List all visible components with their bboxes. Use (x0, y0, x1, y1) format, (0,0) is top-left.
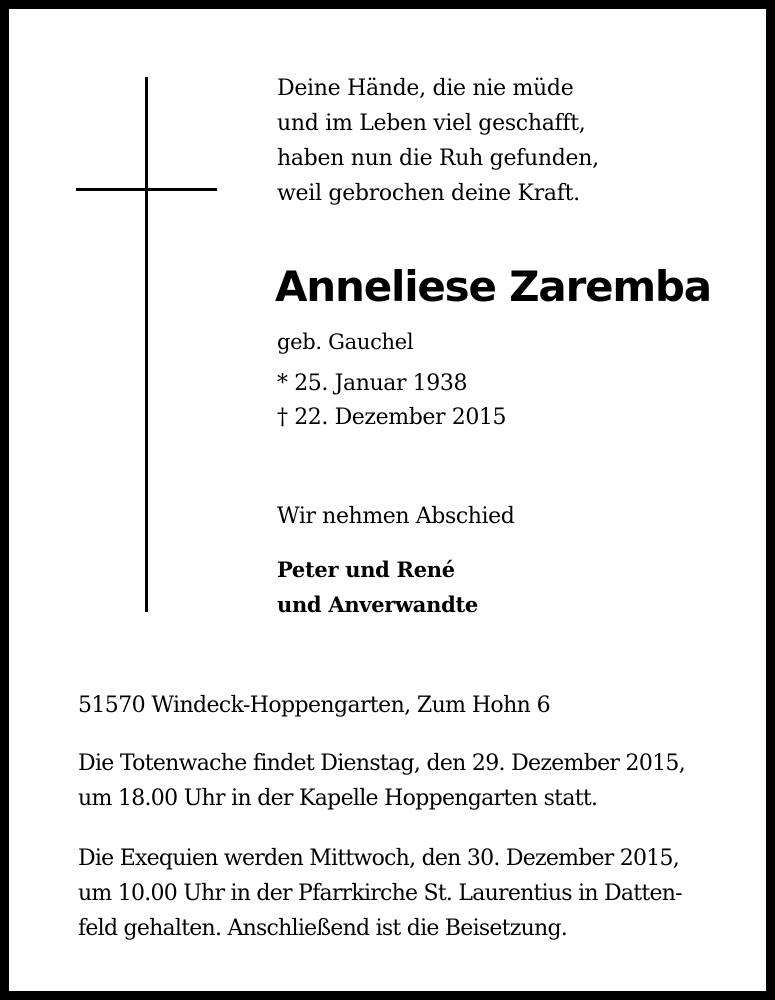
exequies-line: Die Exequien werden Mittwoch, den 30. Dezember 2015, (78, 846, 680, 871)
exequies-announcement (78, 841, 682, 946)
memorial-poem (277, 71, 599, 211)
wake-line: Die Totenwache findet Dienstag, den 29. Dezember 2015, (78, 751, 686, 776)
deceased-name: Anneliese Zaremba (275, 262, 711, 311)
poem-line: und im Leben viel geschafft, (277, 111, 586, 136)
mourner-line: und Anverwandte (277, 592, 478, 617)
cross-vertical-bar (145, 77, 148, 612)
death-date: † 22. Dezember 2015 (277, 405, 507, 430)
farewell-line: Wir nehmen Abschied (277, 504, 515, 529)
exequies-line: um 10.00 Uhr in der Pfarrkirche St. Laurentius in Datten- (78, 881, 682, 906)
mourners (277, 552, 478, 622)
poem-line: weil gebrochen deine Kraft. (277, 181, 580, 206)
poem-line: Deine Hände, die nie müde (277, 76, 574, 101)
cross-horizontal-bar (76, 188, 217, 191)
maiden-name: geb. Gauchel (277, 330, 414, 354)
life-dates (277, 367, 506, 435)
wake-line: um 18.00 Uhr in der Kapelle Hoppengarten statt. (78, 786, 598, 811)
mourner-line: Peter und René (277, 557, 455, 582)
family-address: 51570 Windeck-Hoppengarten, Zum Hohn 6 (78, 693, 550, 718)
poem-line: haben nun die Ruh gefunden, (277, 146, 599, 171)
wake-announcement (78, 746, 685, 816)
exequies-line: feld gehalten. Anschließend ist die Beisetzung. (78, 916, 568, 941)
birth-date: * 25. Januar 1938 (277, 371, 468, 396)
